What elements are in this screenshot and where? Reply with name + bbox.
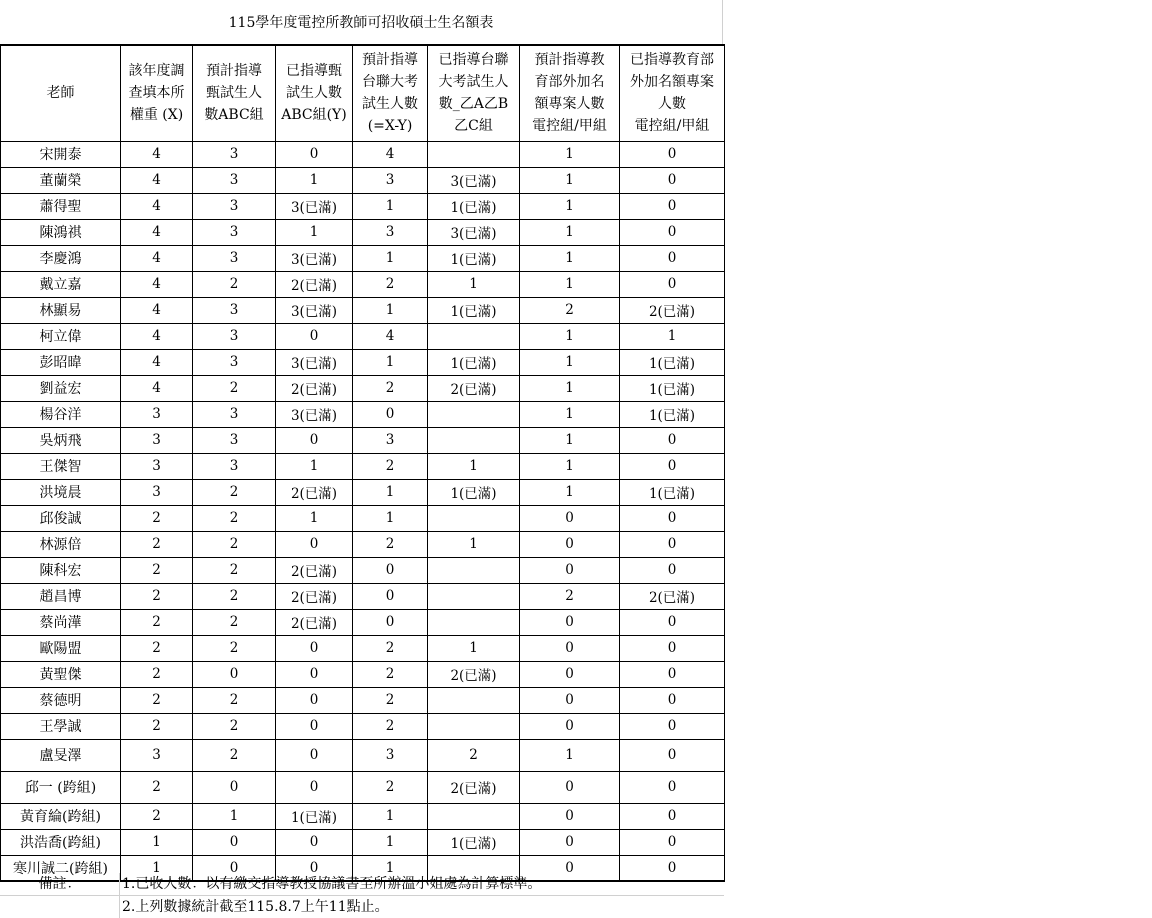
table-cell	[428, 609, 520, 635]
table-cell: 3	[353, 739, 428, 771]
teacher-name-cell: 蔡德明	[1, 687, 121, 713]
table-cell: 0	[276, 141, 353, 167]
teacher-name-cell: 王學誠	[1, 713, 121, 739]
table-cell: 0	[620, 245, 725, 271]
table-cell: 0	[193, 855, 276, 881]
sheet-title: 115學年度電控所教師可招收碩士生名額表	[0, 0, 723, 44]
table-cell: 3	[193, 401, 276, 427]
table-cell: 1	[121, 855, 193, 881]
table-row	[1, 427, 725, 453]
table-row	[1, 557, 725, 583]
table-row	[1, 583, 725, 609]
table-cell: 0	[620, 193, 725, 219]
table-cell: 0	[520, 687, 620, 713]
table-cell	[428, 803, 520, 829]
table-cell: 2(已滿)	[428, 661, 520, 687]
table-cell: 2(已滿)	[620, 297, 725, 323]
teacher-name-cell: 蕭得聖	[1, 193, 121, 219]
table-cell: 0	[276, 829, 353, 855]
teacher-name-cell: 黃聖傑	[1, 661, 121, 687]
table-cell: 3	[193, 219, 276, 245]
table-cell: 1	[520, 479, 620, 505]
table-cell: 1	[428, 453, 520, 479]
table-cell: 2	[193, 739, 276, 771]
table-cell: 4	[121, 323, 193, 349]
note-line: 1.已收人數：以有繳交指導教授協議書至所辦溫小姐處為計算標準。	[122, 876, 542, 892]
table-cell: 2	[121, 557, 193, 583]
table-cell: 0	[620, 167, 725, 193]
table-row	[1, 687, 725, 713]
table-cell: 0	[620, 803, 725, 829]
teacher-name-cell: 邱一 (跨組)	[1, 771, 121, 803]
teacher-name-cell: 柯立偉	[1, 323, 121, 349]
table-cell: 3	[353, 219, 428, 245]
table-cell: 2	[121, 771, 193, 803]
table-cell: 2	[520, 297, 620, 323]
header-advised-exam: 已指導台聯 大考試生人 數_乙A乙B 乙C組	[428, 45, 520, 141]
table-cell: 1	[620, 323, 725, 349]
table-row	[1, 531, 725, 557]
teacher-name-cell: 戴立嘉	[1, 271, 121, 297]
table-cell: 3	[193, 245, 276, 271]
table-cell: 1(已滿)	[428, 245, 520, 271]
table-row	[1, 297, 725, 323]
table-cell: 0	[620, 771, 725, 803]
table-cell: 0	[193, 661, 276, 687]
table-cell: 2	[193, 531, 276, 557]
table-cell: 3	[121, 479, 193, 505]
teacher-name-cell: 陳科宏	[1, 557, 121, 583]
table-cell: 1	[428, 635, 520, 661]
table-row	[1, 271, 725, 297]
table-cell: 4	[121, 375, 193, 401]
header-teacher: 老師	[1, 45, 121, 141]
table-cell: 0	[193, 829, 276, 855]
table-cell: 1	[353, 349, 428, 375]
table-row	[1, 323, 725, 349]
table-cell: 0	[520, 855, 620, 881]
table-row	[1, 375, 725, 401]
table-cell: 0	[620, 661, 725, 687]
table-cell: 3	[193, 297, 276, 323]
table-row	[1, 245, 725, 271]
table-cell: 1	[520, 271, 620, 297]
notes-label: 備註：	[38, 876, 81, 892]
table-cell: 4	[121, 271, 193, 297]
table-cell: 3(已滿)	[276, 193, 353, 219]
header-row	[1, 45, 725, 141]
teacher-name-cell: 趙昌博	[1, 583, 121, 609]
teacher-name-cell: 歐陽盟	[1, 635, 121, 661]
table-cell: 3	[193, 193, 276, 219]
table-cell	[428, 401, 520, 427]
table-row	[1, 141, 725, 167]
table-cell: 2(已滿)	[276, 609, 353, 635]
table-row	[1, 635, 725, 661]
table-cell: 3	[193, 167, 276, 193]
table-cell: 3(已滿)	[428, 167, 520, 193]
table-cell: 0	[520, 713, 620, 739]
teacher-name-cell: 王傑智	[1, 453, 121, 479]
table-cell: 1	[353, 803, 428, 829]
header-weight: 該年度調 查填本所 權重 (X)	[121, 45, 193, 141]
quota-table	[0, 44, 725, 882]
table-cell: 2	[353, 661, 428, 687]
table-cell: 1	[520, 219, 620, 245]
table-cell: 1	[353, 479, 428, 505]
teacher-name-cell: 寒川誠二(跨組)	[1, 855, 121, 881]
table-cell: 2	[353, 375, 428, 401]
table-cell: 1	[428, 271, 520, 297]
table-cell: 0	[520, 829, 620, 855]
table-cell: 0	[620, 427, 725, 453]
table-cell: 2	[193, 635, 276, 661]
table-cell: 3(已滿)	[428, 219, 520, 245]
table-cell: 0	[620, 141, 725, 167]
table-cell: 2(已滿)	[428, 375, 520, 401]
table-row	[1, 193, 725, 219]
table-cell: 1	[520, 427, 620, 453]
teacher-name-cell: 宋開泰	[1, 141, 121, 167]
table-row	[1, 349, 725, 375]
table-cell: 4	[121, 193, 193, 219]
table-cell: 3	[193, 323, 276, 349]
teacher-name-cell: 李慶鴻	[1, 245, 121, 271]
table-cell: 0	[276, 855, 353, 881]
table-cell: 2(已滿)	[620, 583, 725, 609]
table-cell: 2	[193, 609, 276, 635]
table-cell	[428, 713, 520, 739]
table-cell: 0	[276, 661, 353, 687]
table-cell: 2	[353, 271, 428, 297]
table-cell: 0	[520, 557, 620, 583]
table-cell: 2	[121, 583, 193, 609]
table-cell: 2	[121, 531, 193, 557]
table-cell: 2	[193, 479, 276, 505]
table-cell: 1	[520, 245, 620, 271]
table-cell: 0	[276, 323, 353, 349]
table-cell: 1	[276, 167, 353, 193]
header-planned-screening: 預計指導 甄試生人 數ABC組	[193, 45, 276, 141]
table-cell: 3	[193, 141, 276, 167]
table-cell: 1	[276, 453, 353, 479]
table-cell: 3	[353, 167, 428, 193]
table-cell: 3(已滿)	[276, 349, 353, 375]
teacher-name-cell: 劉益宏	[1, 375, 121, 401]
table-cell: 2	[121, 661, 193, 687]
table-cell	[428, 323, 520, 349]
table-cell: 2	[520, 583, 620, 609]
table-cell: 4	[121, 141, 193, 167]
header-advised-screening: 已指導甄 試生人數 ABC組(Y)	[276, 45, 353, 141]
table-cell: 2(已滿)	[276, 583, 353, 609]
table-cell: 3	[193, 427, 276, 453]
teacher-name-cell: 吳炳飛	[1, 427, 121, 453]
table-cell: 0	[620, 505, 725, 531]
table-cell: 0	[276, 713, 353, 739]
teacher-name-cell: 蔡尚澕	[1, 609, 121, 635]
table-cell: 1	[353, 505, 428, 531]
table-cell: 2	[193, 271, 276, 297]
table-row	[1, 661, 725, 687]
table-cell: 1	[121, 829, 193, 855]
table-cell: 2(已滿)	[428, 771, 520, 803]
table-cell: 0	[620, 531, 725, 557]
table-cell: 1	[276, 505, 353, 531]
table-cell	[428, 141, 520, 167]
table-cell: 1(已滿)	[428, 297, 520, 323]
table-cell: 1	[520, 193, 620, 219]
table-cell: 1	[428, 531, 520, 557]
table-cell: 3	[353, 427, 428, 453]
table-cell: 1(已滿)	[428, 349, 520, 375]
table-cell: 3	[193, 453, 276, 479]
table-cell: 0	[520, 771, 620, 803]
teacher-name-cell: 楊谷洋	[1, 401, 121, 427]
table-cell: 1	[520, 401, 620, 427]
table-cell: 2	[193, 687, 276, 713]
table-cell: 2	[353, 635, 428, 661]
table-cell: 3	[121, 427, 193, 453]
table-cell: 2	[121, 635, 193, 661]
table-cell: 0	[276, 635, 353, 661]
table-cell: 2	[121, 713, 193, 739]
table-cell: 2	[193, 557, 276, 583]
table-cell: 2	[353, 687, 428, 713]
table-row	[1, 401, 725, 427]
table-cell: 3(已滿)	[276, 245, 353, 271]
table-row	[1, 219, 725, 245]
note-divider	[119, 873, 120, 895]
note-divider	[119, 896, 120, 918]
table-cell: 0	[620, 635, 725, 661]
table-cell: 1	[520, 323, 620, 349]
table-cell: 2(已滿)	[276, 271, 353, 297]
table-cell: 1	[520, 167, 620, 193]
table-cell: 1(已滿)	[428, 829, 520, 855]
note-row	[0, 873, 724, 896]
table-cell: 2	[121, 609, 193, 635]
table-cell: 0	[620, 609, 725, 635]
table-cell: 2	[353, 713, 428, 739]
table-cell: 1	[520, 375, 620, 401]
table-cell: 3(已滿)	[276, 401, 353, 427]
table-cell: 3	[193, 349, 276, 375]
table-cell: 0	[620, 739, 725, 771]
table-row	[1, 479, 725, 505]
table-cell: 0	[276, 687, 353, 713]
table-cell: 4	[121, 245, 193, 271]
table-cell: 2	[428, 739, 520, 771]
table-cell: 0	[520, 803, 620, 829]
teacher-name-cell: 林顯易	[1, 297, 121, 323]
table-cell: 1(已滿)	[620, 349, 725, 375]
table-cell: 2(已滿)	[276, 375, 353, 401]
table-cell: 1	[193, 803, 276, 829]
table-cell: 4	[353, 141, 428, 167]
teacher-name-cell: 董蘭榮	[1, 167, 121, 193]
note-line: 2.上列數據統計截至115.8.7上午11點止。	[122, 899, 389, 915]
table-row	[1, 167, 725, 193]
table-cell: 1	[353, 245, 428, 271]
table-row	[1, 453, 725, 479]
table-cell: 0	[520, 531, 620, 557]
table-cell: 1(已滿)	[620, 401, 725, 427]
table-cell: 1	[276, 219, 353, 245]
table-cell: 0	[353, 401, 428, 427]
table-cell: 4	[121, 167, 193, 193]
table-cell: 2(已滿)	[276, 557, 353, 583]
table-row	[1, 739, 725, 771]
table-cell	[428, 427, 520, 453]
table-row	[1, 609, 725, 635]
table-cell: 4	[121, 297, 193, 323]
header-planned-exam: 預計指導 台聯大考 試生人數 (=X-Y)	[353, 45, 428, 141]
table-cell: 1	[520, 453, 620, 479]
table-cell	[428, 557, 520, 583]
table-cell: 1(已滿)	[428, 193, 520, 219]
table-cell: 0	[520, 609, 620, 635]
table-cell	[428, 687, 520, 713]
table-cell: 1	[520, 141, 620, 167]
table-cell: 1	[353, 193, 428, 219]
table-cell: 0	[520, 505, 620, 531]
table-cell: 0	[620, 829, 725, 855]
table-cell: 0	[620, 453, 725, 479]
table-cell: 0	[520, 635, 620, 661]
table-cell: 2	[193, 583, 276, 609]
table-cell: 3	[121, 739, 193, 771]
table-cell: 0	[620, 219, 725, 245]
table-cell: 0	[276, 739, 353, 771]
table-cell: 3(已滿)	[276, 297, 353, 323]
table-cell: 0	[353, 557, 428, 583]
table-row	[1, 713, 725, 739]
table-body	[1, 141, 725, 881]
table-cell: 1(已滿)	[428, 479, 520, 505]
notes	[0, 873, 724, 918]
table-cell: 4	[121, 349, 193, 375]
table-cell: 2	[121, 505, 193, 531]
table-cell: 1(已滿)	[276, 803, 353, 829]
table-cell: 2	[353, 531, 428, 557]
table-cell: 1	[353, 855, 428, 881]
table-row	[1, 771, 725, 803]
table-cell: 0	[276, 427, 353, 453]
teacher-name-cell: 林源倍	[1, 531, 121, 557]
header-advised-moe: 已指導教育部 外加名額專案 人數 電控組/甲組	[620, 45, 725, 141]
table-cell	[428, 583, 520, 609]
table-cell: 1	[353, 297, 428, 323]
table-cell: 2	[193, 375, 276, 401]
teacher-name-cell: 邱俊誠	[1, 505, 121, 531]
table-cell: 0	[353, 583, 428, 609]
table-cell: 0	[353, 609, 428, 635]
table-cell: 1	[520, 349, 620, 375]
table-cell: 2	[121, 687, 193, 713]
table-cell: 0	[276, 531, 353, 557]
table-cell: 4	[121, 219, 193, 245]
table-cell: 0	[620, 687, 725, 713]
table-cell: 2	[121, 803, 193, 829]
table-cell: 2	[193, 505, 276, 531]
teacher-name-cell: 洪境晨	[1, 479, 121, 505]
header-planned-moe: 預計指導教 育部外加名 額專案人數 電控組/甲組	[520, 45, 620, 141]
table-cell: 0	[276, 771, 353, 803]
table-cell: 0	[620, 557, 725, 583]
table-cell: 4	[353, 323, 428, 349]
note-row	[0, 896, 724, 918]
teacher-name-cell: 盧旻澤	[1, 739, 121, 771]
table-cell: 1(已滿)	[620, 375, 725, 401]
table-cell: 3	[121, 401, 193, 427]
table-cell: 0	[520, 661, 620, 687]
table-row	[1, 505, 725, 531]
table-cell: 0	[620, 271, 725, 297]
table-cell: 2	[193, 713, 276, 739]
teacher-name-cell: 彭昭暐	[1, 349, 121, 375]
table-cell: 1(已滿)	[620, 479, 725, 505]
teacher-name-cell: 陳鴻祺	[1, 219, 121, 245]
table-cell: 2(已滿)	[276, 479, 353, 505]
teacher-name-cell: 黃育綸(跨組)	[1, 803, 121, 829]
table-cell: 1	[353, 829, 428, 855]
table-cell: 1	[520, 739, 620, 771]
table-row	[1, 803, 725, 829]
table-cell: 0	[620, 713, 725, 739]
table-row	[1, 829, 725, 855]
table-cell: 2	[353, 771, 428, 803]
teacher-name-cell: 洪浩喬(跨組)	[1, 829, 121, 855]
table-cell: 2	[353, 453, 428, 479]
table-cell: 0	[193, 771, 276, 803]
table-cell: 3	[121, 453, 193, 479]
table-cell: 0	[620, 855, 725, 881]
table-cell	[428, 505, 520, 531]
